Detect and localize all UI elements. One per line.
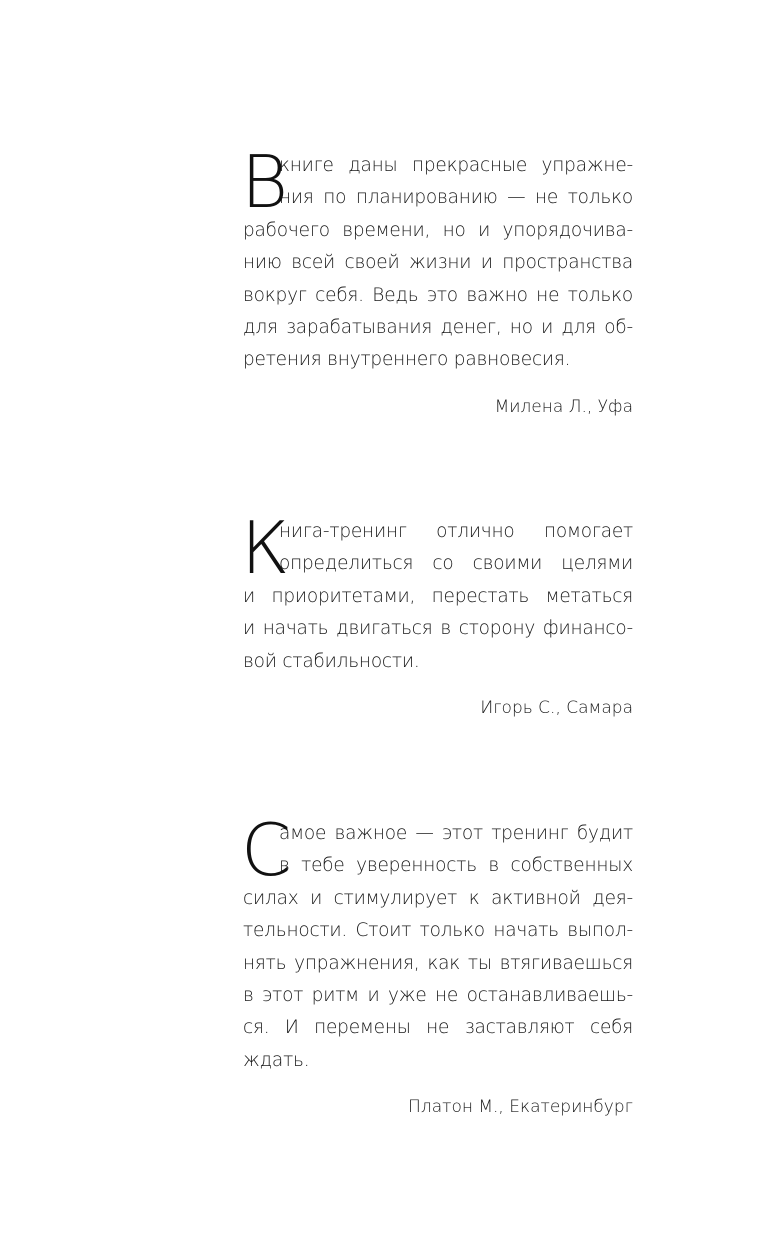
review-2 <box>241 506 633 720</box>
review-1 <box>241 140 633 419</box>
text-line: для зарабатывания денег, но и для об- <box>243 316 633 338</box>
text-line: рабочего времени, но и упорядочива- <box>243 219 633 241</box>
drop-cap: В <box>241 140 289 224</box>
drop-cap: К <box>241 506 290 590</box>
review-author: Милена Л., Уфа <box>494 396 633 417</box>
text-line: тельности. Стоит только начать выпол- <box>243 920 633 942</box>
review-3 <box>241 808 633 1119</box>
review-author: Игорь С., Самара <box>480 697 633 718</box>
text-line: амое важное — этот тренинг будит <box>279 823 633 844</box>
review-author: Платон М., Екатеринбург <box>408 1097 633 1118</box>
text-line: ждать. <box>243 1049 310 1071</box>
text-line: ретения внутреннего равновесия. <box>243 349 571 371</box>
text-line: ния по планированию — не только <box>279 187 633 209</box>
text-line: книге даны прекрасные упражне- <box>279 155 633 176</box>
text-line: силах и стимулирует к активной дея- <box>243 887 633 909</box>
text-line: и приоритетами, перестать метаться <box>243 585 633 607</box>
text-line: в этот ритм и уже не останавливаешь- <box>243 984 633 1006</box>
review-text <box>241 506 633 678</box>
text-line: определиться со своими целями <box>279 553 633 575</box>
text-line: в тебе уверенность в собственных <box>279 855 633 877</box>
text-line: нига-тренинг отлично помогает <box>279 521 633 542</box>
text-line: нять упражнения, как ты втягиваешься <box>243 952 633 974</box>
text-line: вокруг себя. Ведь это важно не только <box>243 284 633 306</box>
review-text <box>241 140 633 377</box>
text-line: ся. И перемены не заставляют себя <box>243 1017 633 1039</box>
text-line: вой стабильности. <box>243 650 420 672</box>
review-text <box>241 808 633 1077</box>
drop-cap: С <box>241 808 292 892</box>
text-line: и начать двигаться в сторону финансо- <box>243 618 633 640</box>
text-line: нию всей своей жизни и пространства <box>243 252 633 274</box>
